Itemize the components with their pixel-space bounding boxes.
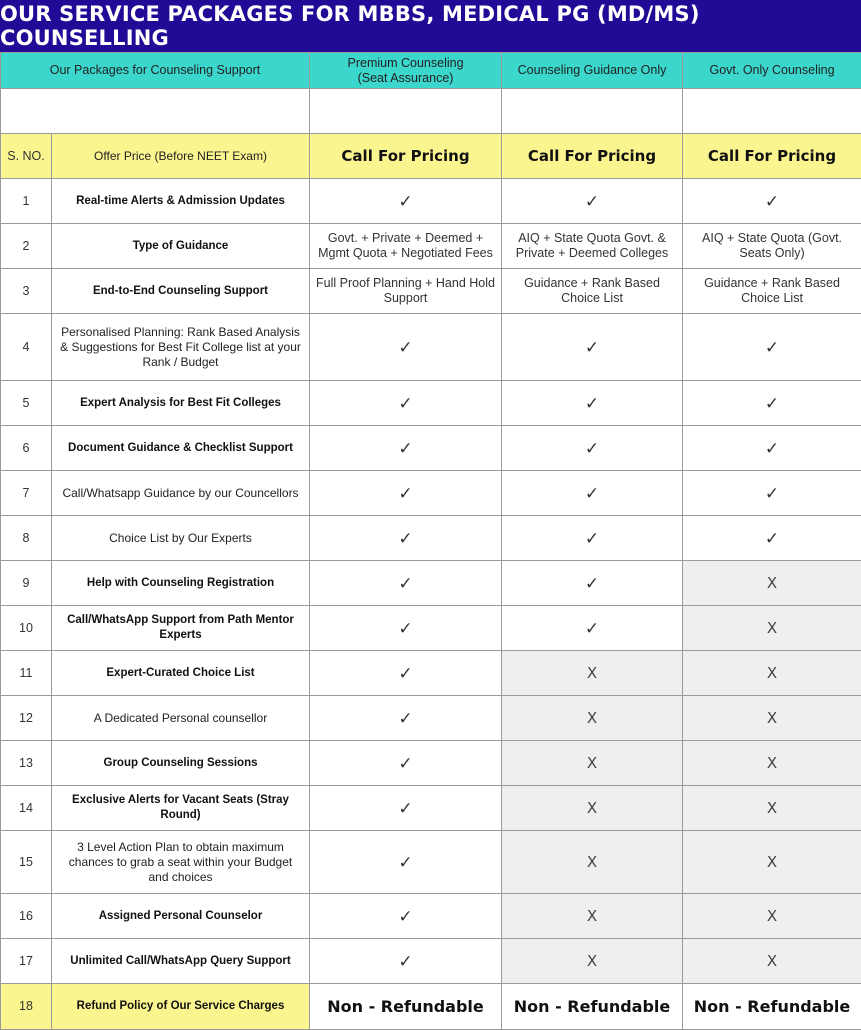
table-row <box>1 606 861 651</box>
cross-icon: X <box>502 786 683 831</box>
cross-icon: X <box>502 741 683 786</box>
sno-header: S. NO. <box>1 134 52 179</box>
table-row <box>1 696 861 741</box>
cross-icon: X <box>683 606 861 651</box>
feature-label: Assigned Personal Counselor <box>52 894 310 939</box>
check-icon: ✓ <box>683 471 861 516</box>
check-icon: ✓ <box>310 314 502 381</box>
price-premium: Call For Pricing <box>310 134 502 179</box>
check-icon: ✓ <box>502 516 683 561</box>
price-label: Offer Price (Before NEET Exam) <box>52 134 310 179</box>
feature-label: A Dedicated Personal counsellor <box>52 696 310 741</box>
table-row <box>1 314 861 381</box>
check-icon: ✓ <box>310 471 502 516</box>
row-number: 15 <box>1 831 52 894</box>
title-text: OUR SERVICE PACKAGES FOR MBBS, MEDICAL PG (MD/MS) COUNSELLING <box>0 2 861 50</box>
blank-row <box>1 89 861 134</box>
value-cell: Guidance + Rank Based Choice List <box>502 269 683 314</box>
value-cell: Guidance + Rank Based Choice List <box>683 269 861 314</box>
blank-cell <box>310 89 502 134</box>
cross-icon: X <box>683 894 861 939</box>
refund-govt: Non - Refundable <box>683 984 861 1030</box>
check-icon: ✓ <box>310 179 502 224</box>
row-number: 2 <box>1 224 52 269</box>
feature-label: Exclusive Alerts for Vacant Seats (Stray Round) <box>52 786 310 831</box>
cross-icon: X <box>683 651 861 696</box>
row-number: 17 <box>1 939 52 984</box>
check-icon: ✓ <box>502 179 683 224</box>
feature-label: Expert-Curated Choice List <box>52 651 310 696</box>
cross-icon: X <box>683 696 861 741</box>
row-number: 8 <box>1 516 52 561</box>
price-govt: Call For Pricing <box>683 134 861 179</box>
check-icon: ✓ <box>502 314 683 381</box>
table-row <box>1 561 861 606</box>
row-number: 10 <box>1 606 52 651</box>
check-icon: ✓ <box>502 426 683 471</box>
feature-label: Document Guidance & Checklist Support <box>52 426 310 471</box>
feature-label: Unlimited Call/WhatsApp Query Support <box>52 939 310 984</box>
table-row <box>1 269 861 314</box>
row-number: 14 <box>1 786 52 831</box>
row-number: 13 <box>1 741 52 786</box>
check-icon: ✓ <box>310 561 502 606</box>
packages-table <box>0 52 861 1030</box>
value-cell: AIQ + State Quota Govt. & Private + Deemed Colleges <box>502 224 683 269</box>
row-number: 11 <box>1 651 52 696</box>
value-cell: Govt. + Private + Deemed + Mgmt Quota + Negotiated Fees <box>310 224 502 269</box>
feature-label: Help with Counseling Registration <box>52 561 310 606</box>
premium-header-line1: Premium Counseling <box>348 56 464 70</box>
refund-premium: Non - Refundable <box>310 984 502 1030</box>
blank-cell <box>502 89 683 134</box>
table-row <box>1 471 861 516</box>
row-number: 9 <box>1 561 52 606</box>
table-row <box>1 516 861 561</box>
feature-label: End-to-End Counseling Support <box>52 269 310 314</box>
value-cell: AIQ + State Quota (Govt. Seats Only) <box>683 224 861 269</box>
table-row <box>1 224 861 269</box>
page-title <box>0 0 861 52</box>
price-guidance: Call For Pricing <box>502 134 683 179</box>
feature-label: Expert Analysis for Best Fit Colleges <box>52 381 310 426</box>
table-row <box>1 831 861 894</box>
row-number: 5 <box>1 381 52 426</box>
check-icon: ✓ <box>502 381 683 426</box>
row-number: 16 <box>1 894 52 939</box>
check-icon: ✓ <box>683 314 861 381</box>
check-icon: ✓ <box>502 606 683 651</box>
check-icon: ✓ <box>310 381 502 426</box>
cross-icon: X <box>502 651 683 696</box>
check-icon: ✓ <box>310 696 502 741</box>
feature-label: 3 Level Action Plan to obtain maximum chances to grab a seat within your Budget and choices <box>52 831 310 894</box>
table-row <box>1 426 861 471</box>
cross-icon: X <box>502 894 683 939</box>
refund-row <box>1 984 861 1030</box>
feature-label: Personalised Planning: Rank Based Analysis & Suggestions for Best Fit College list at your Rank / Budget <box>52 314 310 381</box>
row-number: 7 <box>1 471 52 516</box>
check-icon: ✓ <box>310 786 502 831</box>
refund-sno: 18 <box>1 984 52 1030</box>
cross-icon: X <box>683 561 861 606</box>
row-number: 12 <box>1 696 52 741</box>
price-row <box>1 134 861 179</box>
cross-icon: X <box>502 696 683 741</box>
cross-icon: X <box>502 939 683 984</box>
feature-label: Group Counseling Sessions <box>52 741 310 786</box>
blank-cell <box>683 89 861 134</box>
check-icon: ✓ <box>310 516 502 561</box>
premium-header <box>310 53 502 89</box>
check-icon: ✓ <box>310 606 502 651</box>
govt-header: Govt. Only Counseling <box>683 53 861 89</box>
check-icon: ✓ <box>502 471 683 516</box>
table-row <box>1 179 861 224</box>
check-icon: ✓ <box>683 381 861 426</box>
row-number: 1 <box>1 179 52 224</box>
row-number: 6 <box>1 426 52 471</box>
refund-guidance: Non - Refundable <box>502 984 683 1030</box>
check-icon: ✓ <box>310 741 502 786</box>
check-icon: ✓ <box>310 894 502 939</box>
check-icon: ✓ <box>683 179 861 224</box>
feature-rows <box>1 179 861 984</box>
table-row <box>1 786 861 831</box>
table-row <box>1 939 861 984</box>
check-icon: ✓ <box>310 651 502 696</box>
row-number: 4 <box>1 314 52 381</box>
table-row <box>1 894 861 939</box>
cross-icon: X <box>683 831 861 894</box>
row-number: 3 <box>1 269 52 314</box>
feature-label: Real-time Alerts & Admission Updates <box>52 179 310 224</box>
feature-label: Call/Whatsapp Guidance by our Councellors <box>52 471 310 516</box>
header-row <box>1 53 861 89</box>
check-icon: ✓ <box>683 516 861 561</box>
table-row <box>1 741 861 786</box>
packages-header: Our Packages for Counseling Support <box>1 53 310 89</box>
blank-cell <box>1 89 310 134</box>
check-icon: ✓ <box>310 939 502 984</box>
cross-icon: X <box>502 831 683 894</box>
feature-label: Type of Guidance <box>52 224 310 269</box>
guidance-header: Counseling Guidance Only <box>502 53 683 89</box>
check-icon: ✓ <box>502 561 683 606</box>
table-row <box>1 381 861 426</box>
value-cell: Full Proof Planning + Hand Hold Support <box>310 269 502 314</box>
table-row <box>1 651 861 696</box>
check-icon: ✓ <box>310 831 502 894</box>
refund-label: Refund Policy of Our Service Charges <box>52 984 310 1030</box>
feature-label: Call/WhatsApp Support from Path Mentor Experts <box>52 606 310 651</box>
premium-header-line2: (Seat Assurance) <box>358 71 454 85</box>
feature-label: Choice List by Our Experts <box>52 516 310 561</box>
cross-icon: X <box>683 786 861 831</box>
check-icon: ✓ <box>683 426 861 471</box>
check-icon: ✓ <box>310 426 502 471</box>
cross-icon: X <box>683 939 861 984</box>
cross-icon: X <box>683 741 861 786</box>
